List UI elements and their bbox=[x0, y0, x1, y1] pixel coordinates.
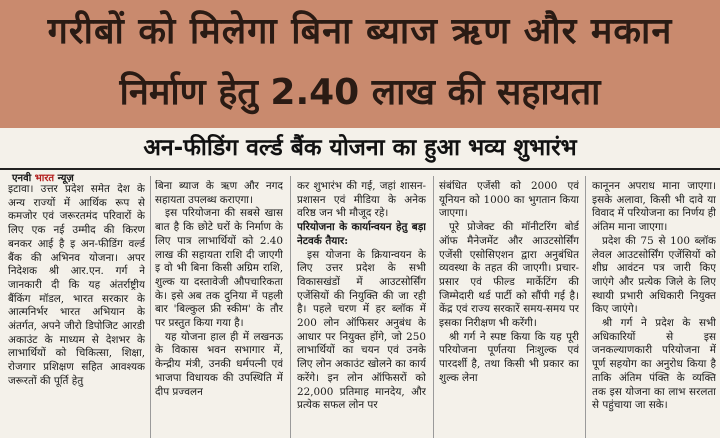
column-5-paragraph-3: श्री गर्ग ने प्रदेश के सभी अधिकारियों से इस जनकल्याणकारी परियोजना में पूर्ण सहयोग का अनुरोध किया है ताकि अंतिम पंक्ति के व्यक्ति तक इस योजना का लाभ सरलता से पहुंचाया जा सके। bbox=[592, 317, 716, 412]
headline-line-2: निर्माण हेतु 2.40 लाख की सहायता bbox=[119, 72, 601, 113]
byline-suffix: न्यूज़ bbox=[54, 173, 74, 184]
byline-accent: भारत bbox=[34, 173, 55, 184]
article-column-1 bbox=[8, 183, 145, 438]
column-5-paragraph-1: कानूनन अपराध माना जाएगा। इसके अलावा, किसी भी दावे या विवाद में परियोजना का निर्णय ही अंतिम माना जाएगा। bbox=[592, 180, 716, 234]
column-3-paragraph-2: इस योजना के क्रियान्वयन के लिए उत्तर प्रदेश के सभी विकासखंडों में आउटसोर्सिंग एजेंसियों की नियुक्ति की जा रही है। पहले चरण में हर ब्लॉक में 200 लोन ऑफिसर अनुबंध के आधार पर नियुक्त होंगे, जो 250 लाभार्थियों का चयन एवं उनके लिए लोन अकाउंट खोलने का कार्य करेंगे। इन लोन ऑफिसरों को 22,000 प्रतिमाह मानदेय, और प्रत्येक सफल लोन पर bbox=[297, 248, 426, 412]
column-1-paragraph-1: इटावा। उत्तर प्रदेश समेत देश के अन्य राज्यों में आर्थिक रूप से कमजोर एवं जरूरतमंद परिवारों के लिए एक नई उम्मीद की किरण बनकर आई है इ अन-फीडिंग वर्ल्ड बैंक की अभिनव योजना। अपर निदेशक श्री आर.एन. गर्ग ने जानकारी दी कि यह अंतर्राष्ट्रीय बैंकिंग मॉडल, भारत सरकार के आत्मनिर्भर भारत अभियान के अंतर्गत, अपने जीरो डिपोजिट आरडी अकाउंट के माध्यम से देशभर के लाभार्थियों को चिकित्सा, शिक्षा, रोजगार प्रशिक्षण सहित आवश्यक जरूरतों की पूर्ति हेतु bbox=[8, 183, 145, 387]
subheadline-rule bbox=[0, 168, 720, 170]
byline-prefix: एनवी bbox=[12, 173, 35, 184]
headline-line-1: गरीबों को मिलेगा बिना ब्याज ऋण और मकान bbox=[47, 11, 673, 52]
byline bbox=[12, 170, 74, 184]
article-column-2 bbox=[155, 180, 283, 438]
column-3-subheading: परियोजना के कार्यान्वयन हेतु बड़ा नेटवर्क तैयार: bbox=[297, 221, 426, 247]
column-divider bbox=[290, 176, 291, 438]
article-column-3 bbox=[297, 180, 426, 438]
column-3-paragraph-1: कर शुभारंभ की गई, जहां शासन-प्रशासन एवं मीडिया के अनेक वरिष्ठ जन भी मौजूद रहे। bbox=[297, 180, 426, 220]
article-column-5 bbox=[592, 180, 716, 438]
column-divider bbox=[585, 176, 586, 438]
column-divider bbox=[433, 176, 434, 438]
column-2-paragraph-1: बिना ब्याज के ऋण और नगद सहायता उपलब्ध कराएगा। bbox=[155, 180, 283, 206]
column-2-paragraph-3: यह योजना हाल ही में लखनऊ के विकास भवन सभागार में, केन्द्रीय मंत्री, उनकी धर्मपत्नी एवं भाजपा विधायक की उपस्थिति में दीप प्रज्वलन bbox=[155, 330, 283, 398]
headline-banner bbox=[0, 0, 720, 128]
column-2-paragraph-2: इस परियोजना की सबसे खास बात है कि छोटे घरों के निर्माण के लिए पात्र लाभार्थियों को 2.40 लाख की सहायता राशि दी जाएगी इ वो भी बिना किसी अग्रिम राशि, शुल्क या दस्तावेजी औपचारिकता के। इसे अब तक दुनिया में पहली बार 'बिल्कुल फ्री स्कीम' के तौर पर प्रस्तुत किया गया है। bbox=[155, 207, 283, 330]
column-4-paragraph-1: संबंधित एजेंसी को 2000 एवं यूनियन को 1000 का भुगतान किया जाएगा। bbox=[439, 180, 579, 220]
column-divider bbox=[150, 176, 151, 438]
column-5-paragraph-2: प्रदेश की 75 से 100 ब्लॉक लेवल आउटसोर्सिंग एजेंसियों को शीघ्र आवंटन पत्र जारी किए जाएंगे और प्रत्येक जिले के लिए स्थायी प्रभारी अधिकारी नियुक्त किए जाएंगे। bbox=[592, 234, 716, 316]
column-4-paragraph-3: श्री गर्ग ने स्पष्ट किया कि यह पूरी परियोजना पूर्णतया निःशुल्क एवं पारदर्शी है, तथा किसी भी प्रकार का शुल्क लेना bbox=[439, 330, 579, 384]
subheadline: अन-फीडिंग वर्ल्ड बैंक योजना का हुआ भव्य शुभारंभ bbox=[143, 135, 577, 161]
column-4-paragraph-2: पूरे प्रोजेक्ट की मॉनीटरिंग बोर्ड ऑफ मैनेजमेंट और आउटसोर्सिंग एजेंसी एसोसिएशन द्वारा अनुबंधित व्यवस्था के तहत की जाएगी। प्रचार-प्रसार एवं फील्ड मार्केटिंग की जिम्मेदारी थर्ड पार्टी को सौंपी गई है। केंद्र एवं राज्य सरकारें समय-समय पर इसका निरीक्षण भी करेंगी। bbox=[439, 221, 579, 330]
article-column-4 bbox=[439, 180, 579, 438]
